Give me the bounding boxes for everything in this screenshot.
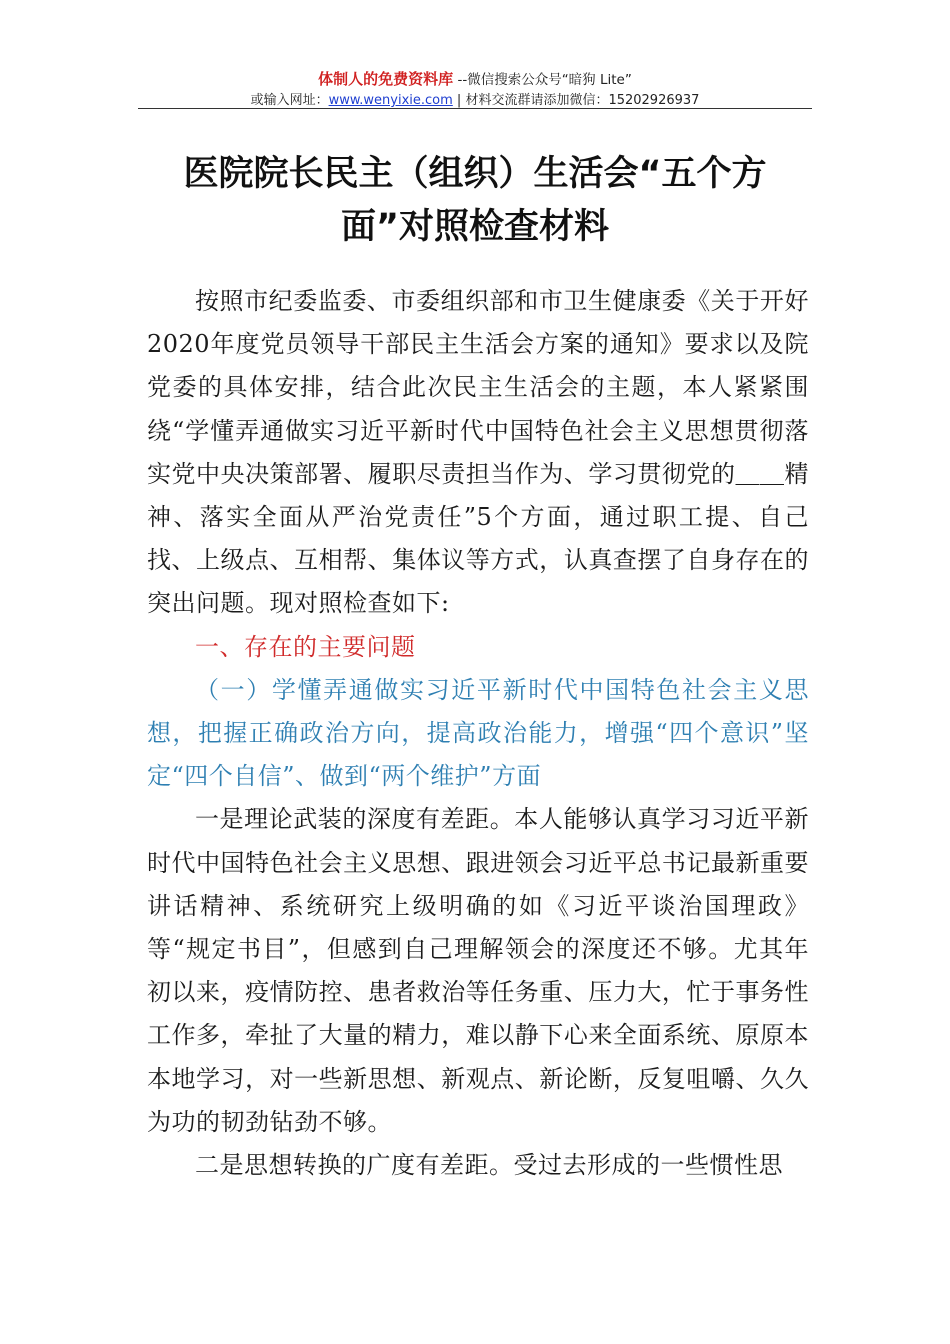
- section-heading: 一、存在的主要问题: [195, 632, 416, 661]
- contact-note: | 材料交流群请添加微信：15202926937: [452, 93, 700, 108]
- body-paragraph: 二是思想转换的广度有差距。受过去形成的一些惯性思: [195, 1151, 783, 1180]
- header-line-1: [138, 70, 812, 89]
- intro-paragraph: 按照市纪委监委、市委组织部和市卫生健康委《关于开好2020年度党员领导干部民主生活会方案的通知》要求以及院党委的具体安排，结合此次民主生活会的主题，本人紧紧围绕“学懂弄通做实习近平新时代中国特色社会主义思想贯彻落实党中央决策部署、履职尽责担当作为、学习贯彻党的＿＿精神、落实全面从严治党责任”5个方面，通过职工提、自己找、上级点、互相帮、集体议等方式，认真查摆了自身存在的突出问题。现对照检查如下:: [147, 287, 809, 618]
- document-body: [147, 280, 809, 1187]
- page-header: [138, 70, 812, 110]
- document-title: 医院院长民主（组织）生活会“五个方面”对照检查材料: [183, 154, 767, 247]
- subsection-heading: （一）学懂弄通做实习近平新时代中国特色社会主义思想，把握正确政治方向，提高政治能力，增强“四个意识”坚定“四个自信”、做到“两个维护”方面: [147, 675, 809, 791]
- site-link[interactable]: www.wenyixie.com: [328, 93, 453, 108]
- body-paragraph: 一是理论武装的深度有差距。本人能够认真学习习近平新时代中国特色社会主义思想、跟进领会习近平总书记最新重要讲话精神、系统研究上级明确的如《习近平谈治国理政》等“规定书目”，但感到自己理解领会的深度还不够。尤其年初以来，疫情防控、患者救治等任务重、压力大，忙于事务性工作多，牵扯了大量的精力，难以静下心来全面系统、原原本本地学习，对一些新思想、新观点、新论断，反复咀嚼、久久为功的韧劲钻劲不够。: [147, 805, 809, 1136]
- wechat-note: --微信搜索公众号“暗狗 Lite”: [453, 72, 632, 88]
- brand-name: 体制人的免费资料库: [318, 70, 454, 88]
- site-prefix: 或输入网址：: [250, 93, 329, 108]
- header-divider: [138, 108, 812, 109]
